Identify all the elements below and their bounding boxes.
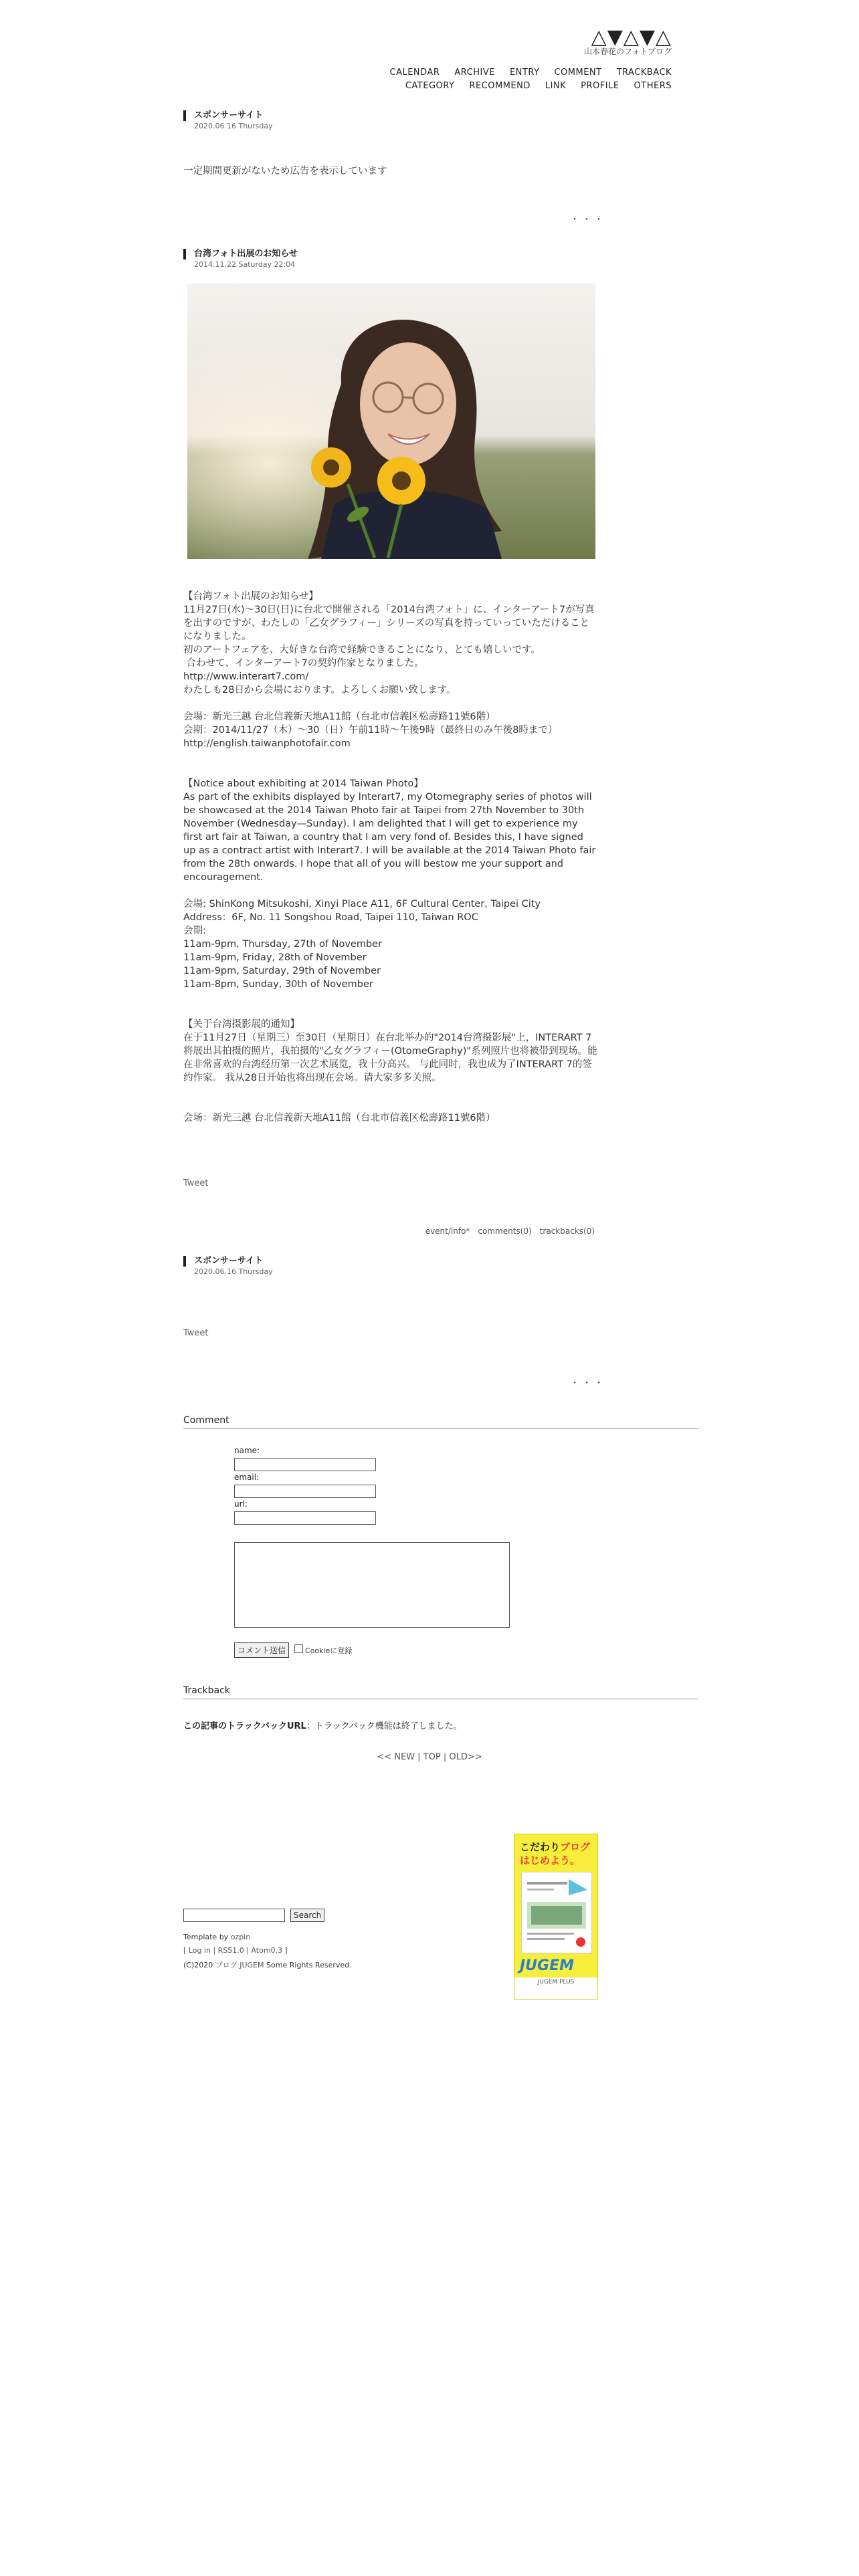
entry-paragraph-3: 【Notice about exhibiting at 2014 Taiwan Photo】 As part of the exhibits displayed by Interart7, my Otomegraphy series of photos will be showcased at the 2014 Taiwan Photo fair at Taipei from 27th November to 30th November (Wednesday—Sunday). I am delighted that I will get to experience my first art fair at Taiwan, a country that I am very fond of. Besides this, I have signed up as a contract artist with Interart7. I will be available at the 2014 Taiwan Photo fair from the 28th onwards. I hope that all of you will bestow me your support and encouragement.	[183, 778, 596, 883]
entry-paragraph-1b: わたしも28日から会場におります。よろしくお願い致します。	[183, 685, 456, 695]
name-label: name:	[234, 1446, 260, 1455]
ad-brand: JUGEM	[520, 1957, 575, 1974]
trackback-url-line	[183, 1719, 462, 1731]
template-credit	[183, 1933, 250, 1941]
entry-paragraph-6: 会场：新光三越 台北信義新天地A11館（台北市信義区松壽路11號6階）	[183, 1113, 496, 1123]
entry-paragraph-4: 会場: ShinKong Mitsukoshi, Xinyi Place A11, 6F Cultural Center, Taipei City Address：6F, No. 11 Songshou Road, Taipei 110, Taiwan ROC 会期: 11am-9pm, Thursday, 27th of November 11am-9pm, Friday, 28th of November 11am-9pm, Saturday, 29th of November 11am-8pm, Sunday, 30th of November	[183, 899, 541, 990]
nav-row-2	[391, 81, 672, 91]
search-button[interactable]: Search	[290, 1909, 324, 1922]
ad-text-kodawari: こだわり	[520, 1841, 561, 1853]
nav-trackback[interactable]: TRACKBACK	[616, 68, 672, 78]
nav-recommend[interactable]: RECOMMEND	[469, 81, 531, 91]
pager-new-link[interactable]: << NEW	[377, 1752, 415, 1762]
sponsor2-date: 2020.06.16 Thursday	[194, 1267, 273, 1276]
url-field[interactable]	[234, 1511, 376, 1525]
nav-category[interactable]: CATEGORY	[405, 81, 455, 91]
nav-row-1	[375, 68, 672, 78]
template-credit-prefix: Template by	[183, 1933, 229, 1941]
sponsor2-title[interactable]: スポンサーサイト	[183, 1256, 263, 1267]
email-label: email:	[234, 1473, 260, 1482]
pager-old-link[interactable]: OLD>>	[449, 1752, 482, 1762]
entry-link-taiwanphotofair[interactable]: http://english.taiwanphotofair.com	[183, 738, 351, 749]
tweet-button-2[interactable]: Tweet	[183, 1328, 209, 1338]
ad-illustration	[521, 1872, 592, 1953]
pager	[0, 1752, 859, 1762]
nav-comment[interactable]: COMMENT	[554, 68, 602, 78]
sponsor-text: 一定期間更新がないため広告を表示しています	[183, 166, 387, 177]
entry-comments-link[interactable]: comments(0)	[478, 1226, 532, 1236]
pager-sep-2: |	[440, 1752, 450, 1762]
cookie-checkbox[interactable]	[294, 1644, 303, 1653]
sponsor-title[interactable]: スポンサーサイト	[183, 110, 263, 121]
comment-textarea[interactable]	[234, 1542, 510, 1628]
comment-heading: Comment	[183, 1415, 698, 1429]
entry-title[interactable]: 台湾フォト出展のお知らせ	[183, 249, 298, 259]
entry-link-interart7[interactable]: http://www.interart7.com/	[183, 671, 309, 682]
entry-photo	[187, 284, 595, 559]
entry-category-link[interactable]: event/info*	[425, 1226, 470, 1236]
entry-paragraph-1: 【台湾フォト出展のお知らせ】 11月27日(水)〜30日(日)に台北で開催される「2014台湾フォト」に、インターアート7が写真を出すのですが、わたしの「乙女グラフィー」シリーズの写真を持っていっていただけることになりました。 初のアートフェアを、大好きな台湾で経験できることになり、とても嬉しいです。 合わせて、インターアート7の契約作家となりました。	[183, 591, 595, 669]
nav-calendar[interactable]: CALENDAR	[389, 68, 440, 78]
sponsor2-dots: ・・・	[570, 1378, 606, 1389]
nav-link[interactable]: LINK	[545, 81, 567, 91]
copyright-prefix: (C)2020	[183, 1961, 213, 1969]
trackback-url-text: ：トラックバック機能は終了しました。	[306, 1721, 462, 1731]
footer-links[interactable]: [ Log in | RSS1.0 | Atom0.3 ]	[183, 1946, 288, 1955]
nav-profile[interactable]: PROFILE	[581, 81, 619, 91]
entry-paragraph-2: 会場：新光三越 台北信義新天地A11館（台北市信義区松壽路11號6階） 会期：2014/11/27（木）〜30（日）午前11時〜午後9時（最終日のみ午後8時まで）	[183, 712, 558, 736]
entry-date: 2014.11.22 Saturday 22:04	[194, 260, 296, 269]
name-field[interactable]	[234, 1458, 376, 1471]
trackback-heading: Trackback	[183, 1685, 698, 1699]
cookie-label: Cookieに登録	[305, 1646, 353, 1655]
sponsor-date: 2020.06.16 Thursday	[194, 122, 273, 130]
nav-archive[interactable]: ARCHIVE	[454, 68, 495, 78]
ad-line-2: はじめよう。	[520, 1854, 581, 1866]
entry-paragraph-5: 【关于台湾摄影展的通知】 在于11月27日（星期三）至30日（星期日）在台北举办的"2014台湾摄影展"上，INTERART 7将展出其拍摄的照片，我拍摄的"乙女グラフィー(OtomeGraphy)"系列照片也将被带到现场。能在非常喜欢的台湾经历第一次艺术展览，我十分高兴。 与此同时，我也成为了INTERART 7的签约作家。 我从28日开始也将出现在会场。请大家多多关照。	[183, 1019, 597, 1083]
tweet-button[interactable]: Tweet	[183, 1178, 209, 1188]
jugem-ad-banner[interactable]	[514, 1834, 598, 2000]
site-logo[interactable]: △▼△▼△	[591, 25, 672, 49]
email-field[interactable]	[234, 1485, 376, 1498]
pager-top-link[interactable]: TOP	[423, 1752, 441, 1762]
template-author-link[interactable]: ozpin	[230, 1933, 251, 1941]
pager-sep-1: |	[415, 1752, 423, 1762]
comment-submit-button[interactable]: コメント送信	[234, 1642, 289, 1658]
url-label: url:	[234, 1499, 248, 1509]
sponsor-dots: ・・・	[570, 215, 606, 225]
trackback-url-label: この記事のトラックバックURL	[183, 1721, 306, 1731]
ad-line-1	[520, 1840, 590, 1854]
copyright	[183, 1959, 352, 1970]
jugem-link[interactable]: ブログ JUGEM	[215, 1961, 264, 1969]
search-input[interactable]	[183, 1909, 285, 1922]
ad-sub: JUGEM PLUS	[514, 1977, 597, 1999]
nav-others[interactable]: OTHERS	[634, 81, 672, 91]
nav-entry[interactable]: ENTRY	[509, 68, 540, 78]
site-tagline: 山本春花のフォトブログ	[583, 47, 672, 56]
entry-meta	[417, 1226, 595, 1236]
entry-trackbacks-link[interactable]: trackbacks(0)	[539, 1226, 595, 1236]
ad-text-blog: ブログ	[560, 1841, 591, 1853]
copyright-suffix: Some Rights Reserved.	[266, 1961, 352, 1969]
